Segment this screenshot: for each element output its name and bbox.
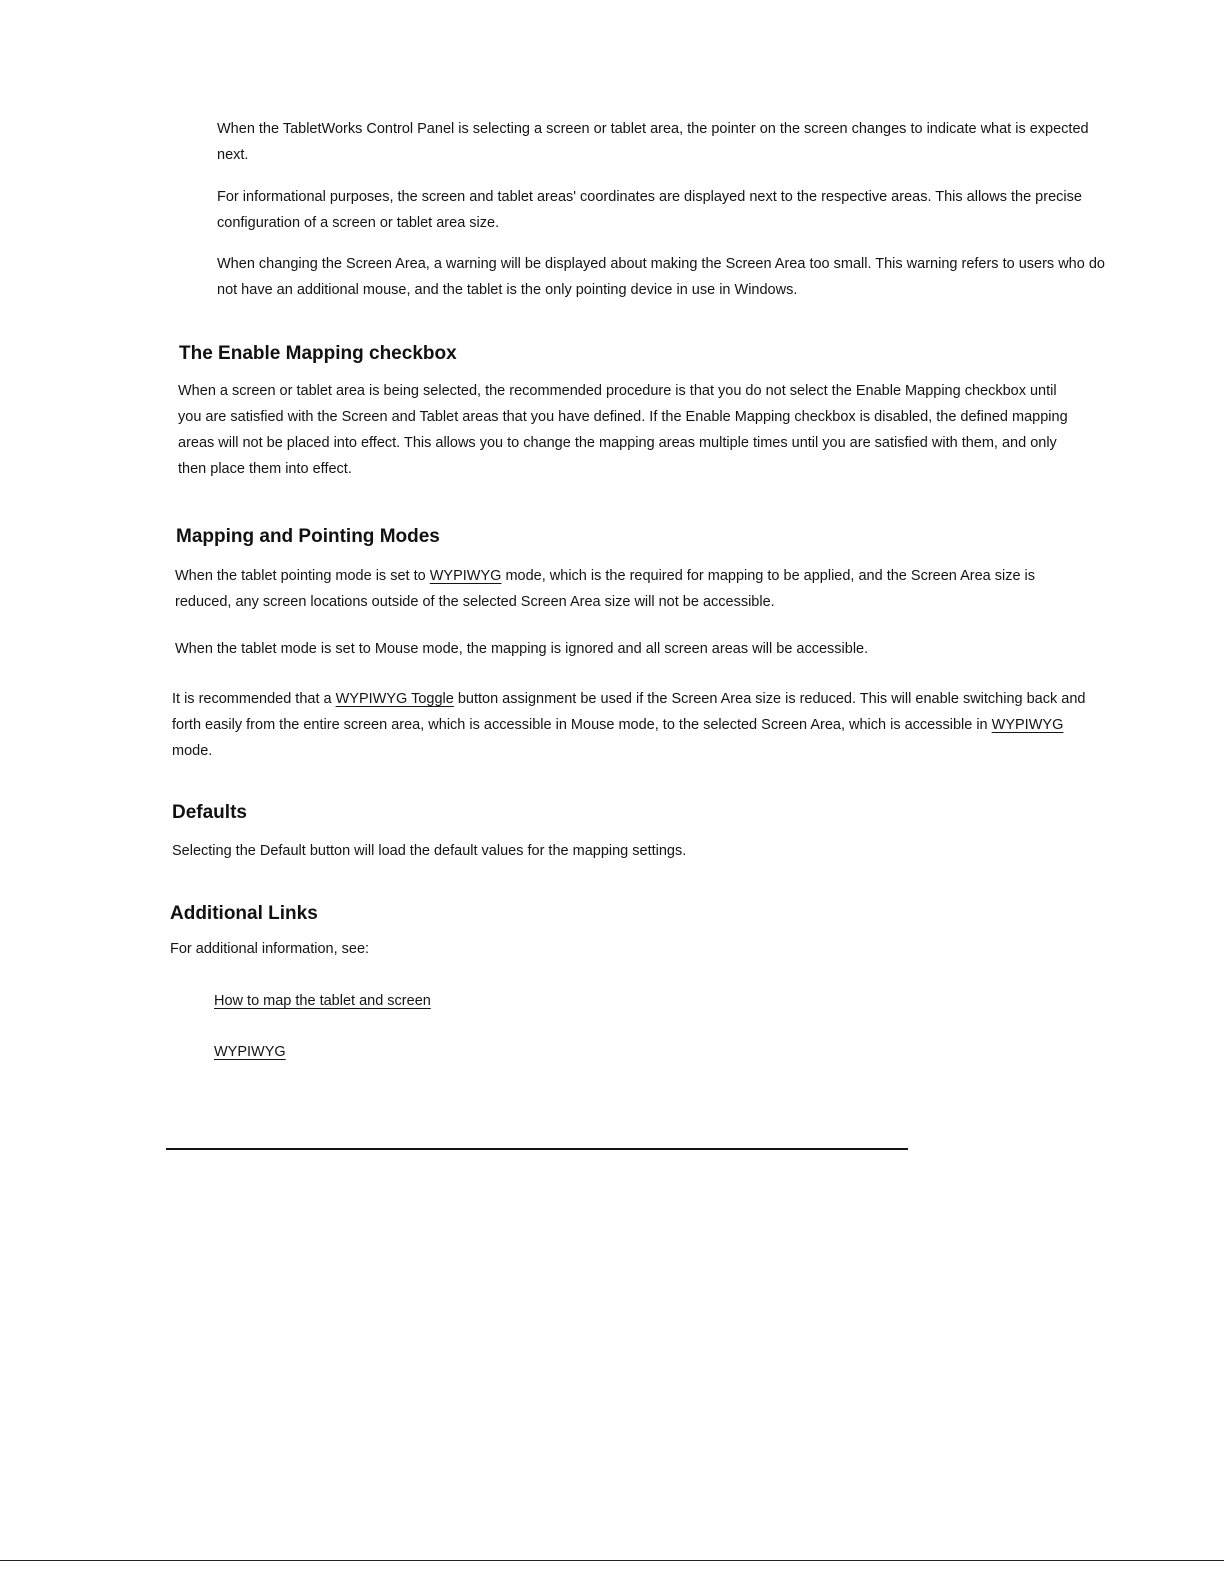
modes-p3-text-c: mode. — [172, 743, 213, 759]
modes-paragraph-wypiwyg — [175, 563, 1090, 615]
intro-paragraph-pointer: When the TabletWorks Control Panel is selecting a screen or tablet area, the pointer on the screen changes to indicate what is expected next. — [217, 121, 1089, 163]
heading-additional-links: Additional Links — [170, 903, 318, 924]
link-wypiwyg-label[interactable]: WYPIWYG — [214, 1044, 286, 1060]
modes-paragraph-toggle — [172, 686, 1087, 764]
heading-defaults: Defaults — [172, 802, 247, 823]
page-bottom-edge — [0, 1560, 1224, 1561]
wypiwyg-toggle-link[interactable]: WYPIWYG Toggle — [335, 691, 454, 707]
heading-mapping-pointing-modes: Mapping and Pointing Modes — [176, 526, 440, 547]
modes-p3-text-a: It is recommended that a — [172, 691, 336, 707]
modes-p1-text-a: When the tablet pointing mode is set to — [175, 568, 430, 584]
modes-p1-text-b: mode, which is the required for mapping to be applied, and the Screen Area size is reduced, any screen locations outside of the selected Screen Area size will not be accessible. — [175, 568, 1036, 610]
enable-mapping-paragraph: When a screen or tablet area is being selected, the recommended procedure is that you do not select the Enable Mapping checkbox until you are satisfied with the Screen and Tablet areas that you have defined. If the Enable Mapping checkbox is disabled, the defined mapping areas will not be placed into effect. This allows you to change the mapping areas multiple times until you are satisfied with them, and only then place them into effect. — [178, 383, 1068, 477]
section-divider — [166, 1148, 908, 1150]
link-how-to-map-label[interactable]: How to map the tablet and screen — [214, 993, 431, 1009]
additional-links-intro: For additional information, see: — [170, 941, 370, 957]
modes-paragraph-mouse: When the tablet mode is set to Mouse mode, the mapping is ignored and all screen areas will be accessible. — [175, 641, 869, 657]
intro-paragraph-warning: When changing the Screen Area, a warning will be displayed about making the Screen Area too small. This warning refers to users who do not have an additional mouse, and the tablet is the only pointing device in use in Windows. — [217, 256, 1105, 298]
modes-p3-text-b: button assignment be used if the Screen Area size is reduced. This will enable switching back and forth easily from the entire screen area, which is accessible in Mouse mode, to the selected Screen Area, which is accessible in — [172, 691, 1086, 733]
link-how-to-map[interactable] — [214, 991, 431, 1011]
wypiwyg-link-inline[interactable]: WYPIWYG — [991, 717, 1064, 733]
heading-enable-mapping: The Enable Mapping checkbox — [179, 343, 457, 364]
intro-paragraph-coordinates: For informational purposes, the screen and tablet areas' coordinates are displayed next to the respective areas. This allows the precise configuration of a screen or tablet area size. — [217, 189, 1082, 231]
link-wypiwyg[interactable] — [214, 1042, 286, 1062]
defaults-paragraph: Selecting the Default button will load the default values for the mapping settings. — [172, 843, 687, 859]
wypiwyg-link[interactable]: WYPIWYG — [429, 568, 502, 584]
